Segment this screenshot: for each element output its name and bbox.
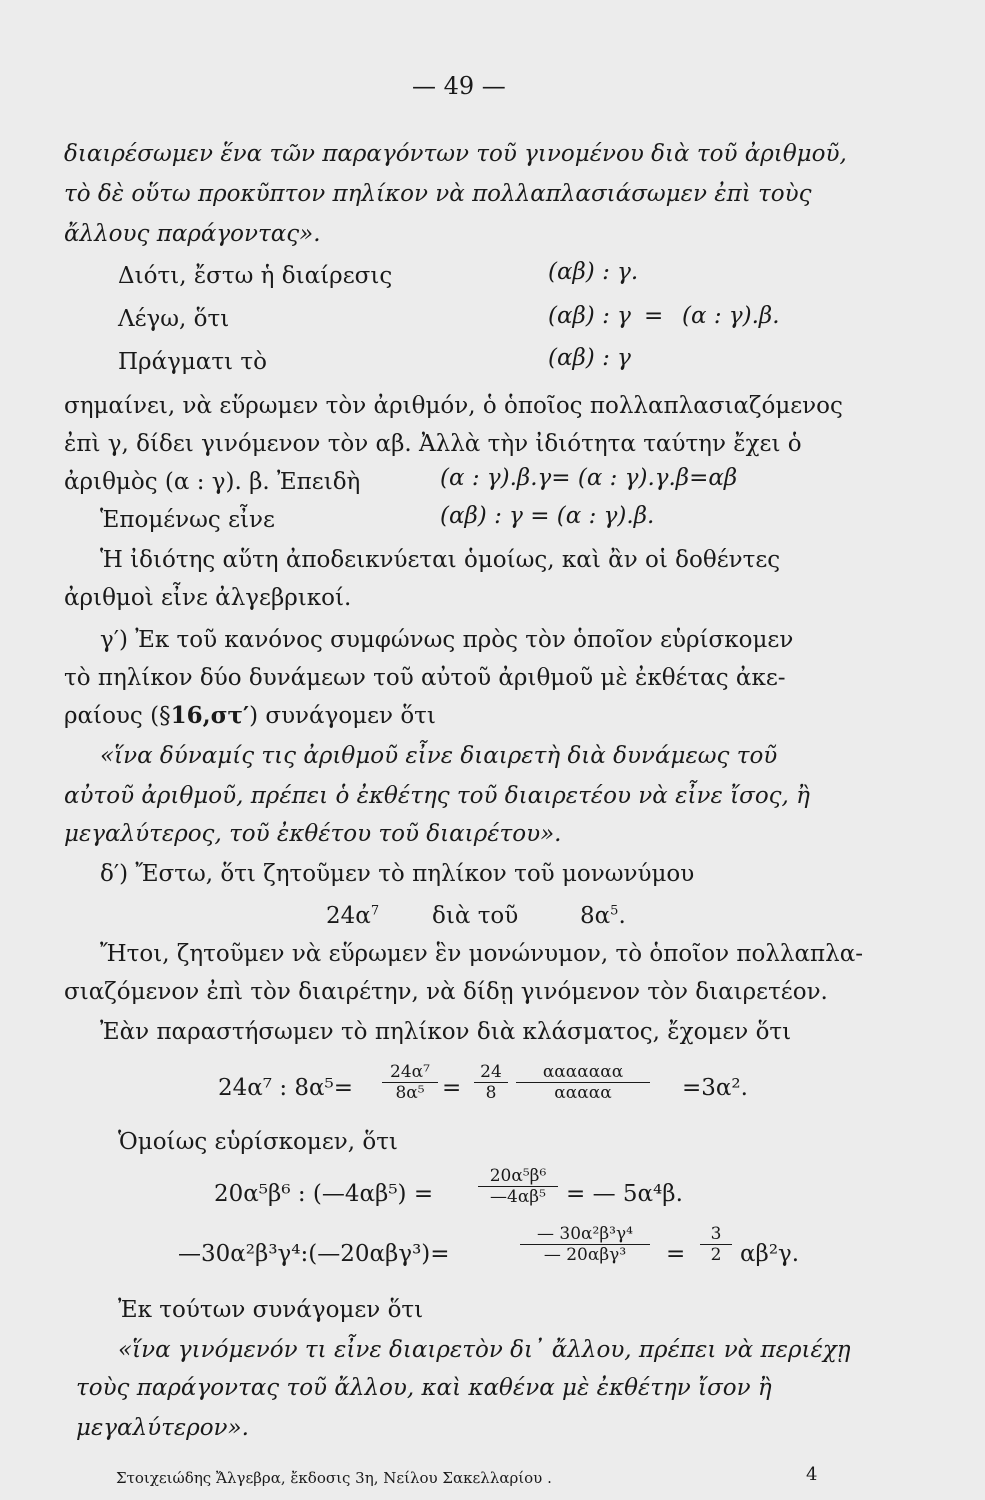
text-line: Ἐκ τούτων συνάγομεν ὅτι xyxy=(118,1297,424,1323)
math-term: 24α xyxy=(326,903,371,929)
quoted-rule-line: «ἵνα γινόμενόν τι εἶνε διαιρετὸν δι᾽ ἄλλου, πρέπει νὰ περιέχῃ xyxy=(118,1337,851,1363)
equation-right: = — 5α⁴β. xyxy=(566,1181,683,1207)
math-expression xyxy=(326,902,379,930)
numerator: ααααααα xyxy=(516,1062,650,1083)
math-expression: (αβ) : γ xyxy=(548,345,631,371)
equation-right: =3α². xyxy=(682,1075,748,1101)
math-expression: (α : γ).β.γ= (α : γ).γ.β=αβ xyxy=(440,465,738,491)
footer-citation: Στοιχειώδης Ἄλγεβρα, ἔκδοσις 3η, Νείλου Σακελλαρίου . xyxy=(116,1469,552,1487)
text-line: Ἡ ἰδιότης αὕτη ἀποδεικνύεται ὁμοίως, καὶ ἂν οἱ δοθέντες xyxy=(100,547,781,573)
text-line: ἀριθμοὶ εἶνε ἀλγεβρικοί. xyxy=(64,585,352,611)
denominator: 8α⁵ xyxy=(395,1083,425,1103)
denominator: ααααα xyxy=(554,1083,612,1103)
equals-sign: = xyxy=(666,1241,686,1267)
fraction xyxy=(516,1062,650,1103)
equation-left: 20α⁵β⁶ : (—4αβ⁵) = xyxy=(214,1181,434,1207)
page-number: — 49 — xyxy=(412,72,506,100)
text-line xyxy=(64,702,436,730)
numerator: 24 xyxy=(474,1062,508,1083)
equals-sign: = xyxy=(442,1075,462,1101)
numerator: 3 xyxy=(700,1224,732,1245)
section-reference: 16,στ′ xyxy=(170,702,250,729)
math-expression: (αβ) : γ. xyxy=(548,259,639,285)
equation-left: —30α²β³γ⁴:(—20αβγ³)= xyxy=(178,1241,450,1267)
math-expression: = xyxy=(644,303,664,329)
fraction xyxy=(700,1224,732,1265)
quoted-rule-line: αὐτοῦ ἀριθμοῦ, πρέπει ὁ ἐκθέτης τοῦ διαιρετέου νὰ εἶνε ἴσος, ἢ xyxy=(64,783,810,809)
signature-number: 4 xyxy=(806,1464,818,1485)
equation-left: 24α⁷ : 8α⁵= xyxy=(218,1075,354,1101)
numerator: — 30α²β³γ⁴ xyxy=(520,1224,650,1245)
denominator: —4αβ⁵ xyxy=(490,1187,546,1207)
fraction xyxy=(382,1062,438,1103)
quoted-rule-line: «ἵνα δύναμίς τις ἀριθμοῦ εἶνε διαιρετὴ διὰ δυνάμεως τοῦ xyxy=(100,743,778,769)
math-expression: (αβ) : γ xyxy=(548,303,631,329)
text-line: σιαζόμενον ἐπὶ τὸν διαιρέτην, νὰ δίδῃ γινόμενον τὸν διαιρετέον. xyxy=(64,979,828,1005)
text-line: τὸ πηλίκον δύο δυνάμεων τοῦ αὐτοῦ ἀριθμοῦ μὲ ἐκθέτας ἀκε- xyxy=(64,665,786,691)
numerator: 20α⁵β⁶ xyxy=(478,1166,558,1187)
math-expression: (αβ) : γ = (α : γ).β. xyxy=(440,503,655,529)
text-line: γ′) Ἐκ τοῦ κανόνος συμφώνως πρὸς τὸν ὁποῖον εὑρίσκομεν xyxy=(100,627,794,653)
text-line: Λέγω, ὅτι xyxy=(118,306,230,332)
math-expression xyxy=(580,902,626,930)
text-line: Διότι, ἔστω ἡ διαίρεσις xyxy=(118,263,393,289)
text-fragment: ραίους (§ xyxy=(64,703,171,729)
denominator: — 20αβγ³ xyxy=(543,1245,627,1265)
text-line: σημαίνει, νὰ εὕρωμεν τὸν ἀριθμόν, ὁ ὁποῖος πολλαπλασιαζόμενος xyxy=(64,393,843,419)
quoted-rule-line: μεγαλύτερον». xyxy=(76,1415,249,1441)
text-line: Ἐὰν παραστήσωμεν τὸ πηλίκον διὰ κλάσματος, ἔχομεν ὅτι xyxy=(100,1019,792,1045)
text-line: ἐπὶ γ, δίδει γινόμενον τὸν αβ. Ἀλλὰ τὴν ἰδιότητα ταύτην ἔχει ὁ xyxy=(64,431,802,457)
denominator: 2 xyxy=(710,1245,722,1265)
math-term: 8α xyxy=(580,903,611,929)
exponent: 7 xyxy=(370,903,380,919)
text-line: δ′) Ἔστω, ὅτι ζητοῦμεν τὸ πηλίκον τοῦ μονωνύμου xyxy=(100,861,695,887)
fraction xyxy=(478,1166,558,1207)
text-line: διαιρέσωμεν ἕνα τῶν παραγόντων τοῦ γινομένου διὰ τοῦ ἀριθμοῦ, xyxy=(64,141,847,167)
quoted-rule-line: τοὺς παράγοντας τοῦ ἄλλου, καὶ καθένα μὲ ἐκθέτην ἴσον ἢ xyxy=(76,1375,772,1401)
fraction xyxy=(474,1062,508,1103)
quoted-rule-line: μεγαλύτερος, τοῦ ἐκθέτου τοῦ διαιρέτου». xyxy=(64,821,562,847)
text-line: Ἤτοι, ζητοῦμεν νὰ εὕρωμεν ἓν μονώνυμον, τὸ ὁποῖον πολλαπλα- xyxy=(100,941,864,967)
numerator: 24α⁷ xyxy=(382,1062,438,1083)
text-line: τὸ δὲ οὕτω προκῦπτον πηλίκον νὰ πολλαπλασιάσωμεν ἐπὶ τοὺς xyxy=(64,181,812,207)
text-line: ἄλλους παράγοντας». xyxy=(64,221,321,247)
text-line: Πράγματι τὸ xyxy=(118,349,267,375)
text-line: Ὁμοίως εὑρίσκομεν, ὅτι xyxy=(118,1129,398,1155)
text-fragment: ) συνάγομεν ὅτι xyxy=(249,703,436,729)
text-line: Ἑπομένως εἶνε xyxy=(100,507,275,533)
text-line: ἀριθμὸς (α : γ). β. Ἐπειδὴ xyxy=(64,469,361,495)
denominator: 8 xyxy=(485,1083,497,1103)
equation-right: αβ²γ. xyxy=(740,1241,800,1267)
math-term: . xyxy=(618,903,626,929)
text-line: διὰ τοῦ xyxy=(432,903,519,929)
exponent: 5 xyxy=(610,903,619,919)
fraction xyxy=(520,1224,650,1265)
math-expression: (α : γ).β. xyxy=(682,303,780,329)
